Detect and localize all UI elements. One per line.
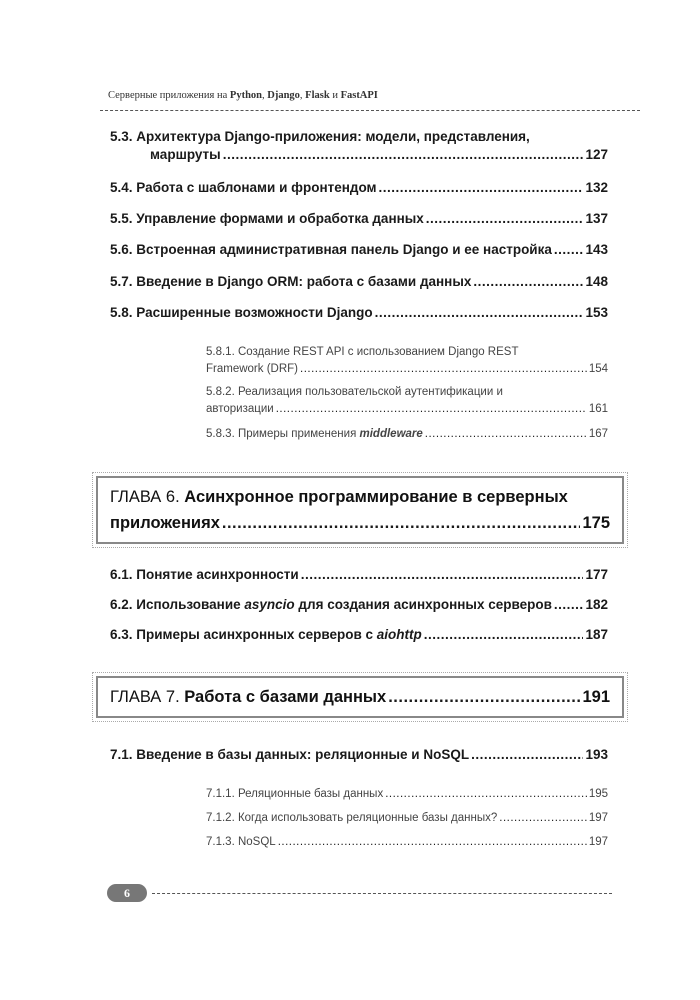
toc-page-number: 148 [585,274,608,289]
dot-leader [375,304,584,322]
toc-subentry-title: Framework (DRF) [206,363,298,375]
header-python: Python [229,90,262,101]
title-prefix: 5.8.3. Примеры применения [206,428,360,440]
header-divider [100,110,640,111]
running-header: Серверные приложения на Python, Django, Flask и FastAPI [108,90,378,101]
dot-leader [424,626,584,644]
toc-subentry-7-1-1[interactable] [206,786,608,803]
toc-entry-5-6[interactable] [110,241,608,259]
toc-entry-5-3[interactable] [110,128,608,164]
header-fastapi: FastAPI [340,90,378,101]
toc-entry-title: 5.4. Работа с шаблонами и фронтендом [110,180,377,195]
dot-leader [278,834,587,851]
page-number-badge [107,884,147,902]
toc-subentry-row [206,834,608,851]
toc-entry-5-5[interactable] [110,210,608,228]
toc-page-number: 187 [585,627,608,642]
title-prefix: 6.3. Примеры асинхронных серверов с [110,627,377,642]
toc-subentry-row [206,426,608,443]
toc-subentry-title [206,426,423,443]
toc-page-number: 167 [588,428,608,440]
toc-subentry-line1: 5.8.1. Создание REST API с использованием Django REST [206,346,519,358]
chapter-6-line2 [110,510,610,536]
chapter-7-box[interactable] [96,676,624,718]
toc-entry-title: 6.1. Понятие асинхронности [110,567,299,582]
dot-leader [276,401,587,418]
toc-subentry-title: 7.1.3. NoSQL [206,836,276,848]
toc-page-number: 182 [585,597,608,612]
toc-subentry-title: 7.1.1. Реляционные базы данных [206,788,384,800]
toc-entry-row [110,179,608,197]
toc-entry-line1: 5.3. Архитектура Django-приложения: модели, представления, [110,129,530,144]
dot-leader [554,596,584,614]
toc-subentry-7-1-3[interactable] [206,834,608,851]
dot-leader [379,179,584,197]
toc-page-number: 137 [585,211,608,226]
toc-entry-row [110,596,608,614]
title-suffix: для создания асинхронных серверов [294,597,552,612]
chapter-title: Работа с базами данных [184,688,387,706]
chapter-title: Асинхронное программирование в серверных [184,488,568,506]
dot-leader [388,684,580,710]
dot-leader [426,210,584,228]
title-emphasis: middleware [359,428,423,440]
dot-leader [499,810,587,827]
toc-entry-row [110,626,608,644]
toc-entry-row [110,241,608,259]
header-and: и [332,90,338,101]
title-emphasis: aiohttp [376,627,422,642]
header-prefix: Серверные приложения на [108,90,228,101]
toc-subentry-row [206,401,608,418]
toc-page-number: 193 [585,747,608,762]
toc-subentry-row [206,786,608,803]
dot-leader [385,786,587,803]
toc-entry-5-8[interactable] [110,304,608,322]
toc-page-number: 161 [588,403,608,415]
header-django: Django [267,90,300,101]
chapter-title-cont: приложениях [110,514,220,532]
toc-entry-row [110,273,608,291]
toc-page-number: 177 [585,567,608,582]
toc-subentry-line1: 5.8.2. Реализация пользовательской аутентификации и [206,386,503,398]
dot-leader [222,510,581,536]
chapter-label: ГЛАВА 7. [110,688,180,706]
chapter-6-box[interactable] [96,476,624,544]
toc-page-number: 195 [588,788,608,800]
dot-leader [425,426,587,443]
toc-entry-7-1[interactable] [110,746,608,764]
title-prefix: 6.2. Использование [110,597,245,612]
toc-entry-6-1[interactable] [110,566,608,584]
toc-entry-title: 5.5. Управление формами и обработка данных [110,211,424,226]
dot-leader [473,273,583,291]
toc-entry-6-3[interactable] [110,626,608,644]
dot-leader [223,146,584,164]
title-emphasis: asyncio [244,597,295,612]
chapter-6-line1 [110,484,610,510]
header-flask: Flask [305,90,330,101]
dot-leader [554,241,584,259]
chapter-page-number: 191 [582,688,610,706]
toc-page-number: 154 [588,363,608,375]
dot-leader [300,361,587,378]
toc-subentry-5-8-3[interactable] [206,426,608,443]
toc-page-number: 143 [585,242,608,257]
toc-entry-title: 5.6. Встроенная административная панель Django и ее настройка [110,242,552,257]
dot-leader [301,566,584,584]
toc-subentry-row [206,810,608,827]
toc-entry-row [110,210,608,228]
toc-entry-title [110,596,552,614]
toc-entry-title [110,626,422,644]
toc-subentry-5-8-1[interactable] [206,344,608,378]
toc-entry-row [110,746,608,764]
toc-entry-row [110,566,608,584]
toc-page-number: 197 [588,836,608,848]
toc-entry-title: 5.7. Введение в Django ORM: работа с базами данных [110,274,472,289]
toc-subentry-7-1-2[interactable] [206,810,608,827]
toc-page-number: 153 [585,305,608,320]
toc-entry-row [110,146,608,164]
toc-page-number: 197 [588,812,608,824]
toc-entry-title: 7.1. Введение в базы данных: реляционные и NoSQL [110,747,470,762]
chapter-page-number: 175 [582,514,610,532]
toc-entry-title: 5.8. Расширенные возможности Django [110,305,373,320]
dot-leader [471,746,583,764]
toc-entry-row [110,304,608,322]
toc-entry-5-7[interactable] [110,273,608,291]
toc-entry-5-4[interactable] [110,179,608,197]
chapter-label: ГЛАВА 6. [110,488,180,506]
toc-subentry-row [206,361,608,378]
toc-page-number: 127 [585,147,608,162]
toc-entry-title: маршруты [150,147,221,162]
toc-subentry-title: авторизации [206,403,274,415]
toc-page-number: 132 [585,180,608,195]
toc-subentry-5-8-2[interactable] [206,384,608,418]
chapter-7-line [110,684,610,710]
page-number: 6 [124,885,130,900]
footer-divider [152,893,612,894]
toc-subentry-title: 7.1.2. Когда использовать реляционные базы данных? [206,812,498,824]
toc-entry-6-2[interactable] [110,596,608,614]
